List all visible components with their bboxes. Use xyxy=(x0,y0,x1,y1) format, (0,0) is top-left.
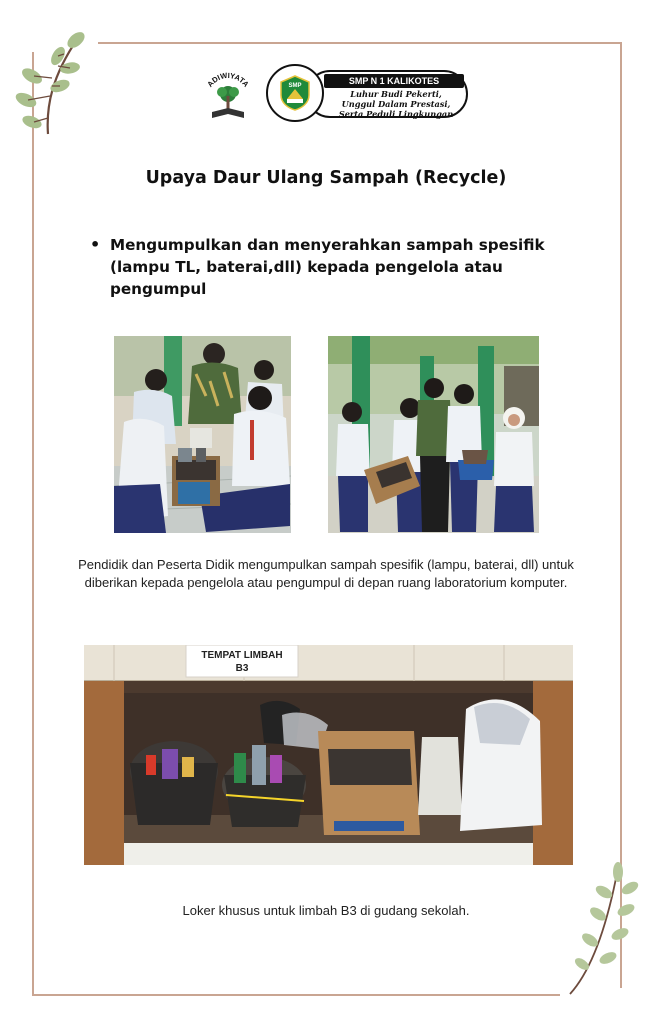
adiwiyata-logo xyxy=(200,68,256,124)
photo-students-with-box xyxy=(328,336,539,533)
emblem-text: SMP xyxy=(288,83,302,89)
page-title: Upaya Daur Ulang Sampah (Recycle) xyxy=(145,168,507,188)
motto-line: Unggul Dalam Prestasi, xyxy=(341,99,451,109)
caption-students-photos: Pendidik dan Peserta Didik mengumpulkan sampah spesifik (lampu, baterai, dll) untuk diberikan kepada pengelola atau pengumpul di depan ruang laboratorium komputer. xyxy=(78,557,574,590)
leaf-branch-top-left-icon xyxy=(8,26,92,138)
school-badge xyxy=(266,64,470,122)
locker-sign-line1: TEMPAT LIMBAH xyxy=(201,650,283,661)
school-name: SMP N 1 KALIKOTES xyxy=(324,74,464,88)
school-emblem-icon xyxy=(266,64,324,122)
adiwiyata-text: ADIWIYATA xyxy=(205,70,251,89)
motto-line: Luhur Budi Pekerti, xyxy=(350,89,442,99)
bullet-dot: • xyxy=(90,235,101,254)
motto-line: Serta Peduli Lingkungan xyxy=(338,109,454,119)
leaf-branch-bottom-right-icon xyxy=(560,862,644,998)
locker-sign-line2: B3 xyxy=(235,663,249,674)
school-motto xyxy=(328,89,464,119)
bullet-text: Mengumpulkan dan menyerahkan sampah spesifik (lampu TL, baterai,dll) kepada pengelola atau pengumpul xyxy=(110,236,545,298)
caption-locker-photo: Loker khusus untuk limbah B3 di gudang sekolah. xyxy=(182,903,470,918)
bullet-item xyxy=(90,234,560,300)
photo-b3-waste-locker xyxy=(84,645,573,865)
photo-students-collecting xyxy=(114,336,291,533)
